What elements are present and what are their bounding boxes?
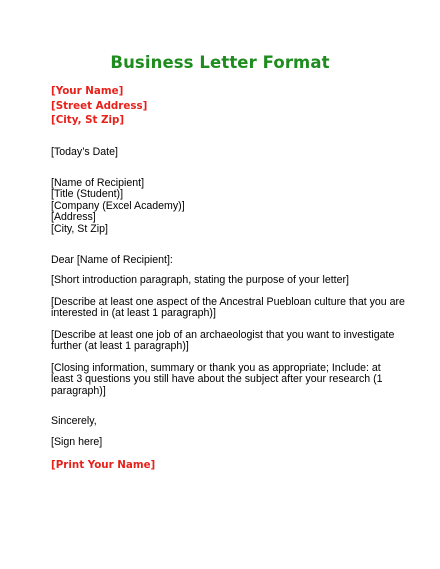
document-title: Business Letter Format (110, 53, 330, 72)
job-paragraph (51, 330, 401, 353)
intro-paragraph (51, 275, 401, 286)
job-line-1: [Describe at least one job of an archaeologist that you want to investigate (51, 329, 395, 341)
sender-block (51, 84, 401, 128)
salutation-text: Dear [Name of Recipient]: (51, 254, 173, 266)
sender-street: [Street Address] (51, 99, 148, 112)
letter-date: [Today’s Date] (51, 146, 118, 158)
recipient-address: [Address] (51, 211, 96, 224)
recipient-city: [City, St Zip] (51, 222, 108, 235)
printed-name-block (51, 458, 401, 473)
closing-paragraph (51, 363, 401, 397)
date-line (51, 147, 401, 158)
recipient-block (51, 178, 401, 235)
closing-line-3: paragraph)] (51, 384, 106, 397)
job-line-2: further (at least 1 paragraph)] (51, 340, 189, 353)
culture-paragraph (51, 296, 405, 320)
sender-city: [City, St Zip] (51, 114, 125, 126)
closing-line-2: least 3 questions you still have about the subject after your research (1 (51, 373, 383, 386)
complimentary-close (51, 416, 401, 427)
closing-text: Sincerely, (51, 415, 97, 427)
culture-line-2: interested in (at least 1 paragraph)] (51, 307, 216, 320)
closing-line-1: [Closing information, summary or thank you as appropriate; Include: at (51, 362, 381, 374)
recipient-name: [Name of Recipient] (51, 177, 145, 189)
sender-name: [Your Name] (51, 85, 124, 97)
signature-line (51, 437, 401, 448)
recipient-company: [Company (Excel Academy)] (51, 199, 185, 212)
intro-text: [Short introduction paragraph, stating the purpose of your letter] (51, 274, 349, 286)
culture-line-1: [Describe at least one aspect of the Ancestral Puebloan culture that you are (51, 296, 405, 308)
printed-name: [Print Your Name] (51, 459, 156, 471)
recipient-title: [Title (Student)] (51, 188, 124, 201)
signature-text: [Sign here] (51, 436, 103, 448)
salutation (51, 255, 401, 266)
